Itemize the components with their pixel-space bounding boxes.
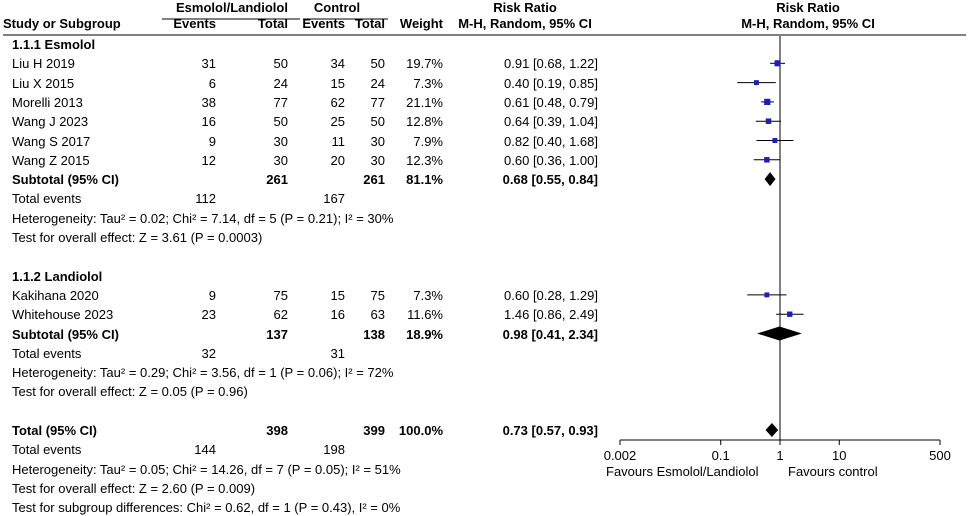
total-events-1: 32 <box>201 345 216 361</box>
group2-header: Control <box>313 0 361 15</box>
events-header-1: Events <box>173 16 216 31</box>
events-1: 31 <box>201 56 216 72</box>
events-2: 15 <box>330 287 345 303</box>
subtotal-weight: 81.1% <box>406 172 443 188</box>
total-1: 30 <box>273 133 288 149</box>
weight: 7.3% <box>413 75 443 91</box>
risk-ratio-ci: 0.64 [0.39, 1.04] <box>504 114 598 130</box>
weight: 19.7% <box>406 56 443 72</box>
total-2: 75 <box>370 287 385 303</box>
heterogeneity: Heterogeneity: Tau² = 0.02; Chi² = 7.14, df = 5 (P = 0.21); I² = 30% <box>12 210 394 226</box>
rr-method-left: M-H, Random, 95% CI <box>458 16 592 31</box>
study-name: Morelli 2013 <box>12 94 83 110</box>
weight: 12.3% <box>406 152 443 168</box>
total-events-2: 31 <box>330 345 345 361</box>
subgroup-title: 1.1.1 Esmolol <box>12 37 96 52</box>
overall-effect: Test for overall effect: Z = 3.61 (P = 0.0003) <box>12 230 263 245</box>
subtotal-label: Subtotal (95% CI) <box>12 326 119 342</box>
study-name: Wang Z 2015 <box>12 152 90 168</box>
risk-ratio-ci: 0.60 [0.36, 1.00] <box>504 152 598 168</box>
study-name: Whitehouse 2023 <box>12 307 114 323</box>
total-2: 50 <box>370 114 385 130</box>
total-2: 77 <box>370 94 385 110</box>
events-2: 25 <box>330 114 345 130</box>
overall-effect: Test for overall effect: Z = 0.05 (P = 0.96) <box>12 384 248 400</box>
study-marker <box>764 157 769 162</box>
subtotal-ci: 0.68 [0.55, 0.84] <box>502 172 598 188</box>
risk-ratio-ci: 1.46 [0.86, 2.49] <box>504 307 598 323</box>
risk-ratio-ci: 0.40 [0.19, 0.85] <box>504 75 598 91</box>
study-name: Wang J 2023 <box>12 114 89 130</box>
risk-ratio-ci: 0.91 [0.68, 1.22] <box>504 56 598 72</box>
pooled-diamond <box>757 327 802 341</box>
rr-method-right: M-H, Random, 95% CI <box>741 16 875 31</box>
study-name: Liu H 2019 <box>12 56 75 72</box>
study-marker <box>787 312 792 317</box>
x-tick-label: 10 <box>832 448 847 463</box>
total-1: 50 <box>273 114 288 130</box>
pooled-diamond <box>766 423 779 437</box>
subgroup-title: 1.1.2 Landiolol <box>12 268 103 284</box>
overall-effect: Test for overall effect: Z = 2.60 (P = 0.009) <box>12 480 256 496</box>
total-events-label: Total events <box>12 442 82 458</box>
weight: 7.9% <box>413 133 443 149</box>
total-2: 63 <box>370 307 385 323</box>
total-1: 50 <box>273 56 288 72</box>
events-2: 62 <box>330 94 345 110</box>
risk-ratio-ci: 0.60 [0.28, 1.29] <box>504 287 598 303</box>
favours-left-label: Favours Esmolol/Landiolol <box>606 464 759 479</box>
study-marker <box>764 292 769 297</box>
events-1: 9 <box>208 287 216 303</box>
events-1: 9 <box>208 133 216 149</box>
weight: 11.6% <box>407 307 443 323</box>
heterogeneity: Heterogeneity: Tau² = 0.29; Chi² = 3.56, df = 1 (P = 0.06); I² = 72% <box>12 365 394 381</box>
study-marker <box>766 118 772 124</box>
subtotal-total-1: 261 <box>266 172 288 188</box>
group1-header: Esmolol/Landiolol <box>176 0 288 15</box>
study-name: Kakihana 2020 <box>12 287 99 303</box>
events-1: 6 <box>208 75 216 91</box>
subgroup-differences: Test for subgroup differences: Chi² = 0.62, df = 1 (P = 0.43), I² = 0% <box>12 500 401 516</box>
total-2: 50 <box>370 56 385 72</box>
weight: 12.8% <box>406 114 443 130</box>
study-marker <box>754 80 759 85</box>
events-1: 16 <box>201 114 216 130</box>
total-2: 30 <box>370 133 385 149</box>
events-2: 20 <box>330 152 345 168</box>
events-1: 23 <box>201 307 216 323</box>
x-tick-label: 0.002 <box>603 448 637 463</box>
events-2: 16 <box>330 307 345 323</box>
total-weight: 100.0% <box>398 423 443 438</box>
risk-ratio-ci: 0.82 [0.40, 1.68] <box>504 133 598 149</box>
total-events-label: Total events <box>12 191 82 207</box>
grand-total-1: 398 <box>266 423 288 438</box>
total-ci: 0.73 [0.57, 0.93] <box>502 423 598 438</box>
risk-ratio-ci: 0.61 [0.48, 0.79] <box>504 94 598 110</box>
events-2: 34 <box>330 56 345 72</box>
rr-title-left: Risk Ratio <box>493 0 557 15</box>
total-events-2: 167 <box>323 191 345 207</box>
events-2: 15 <box>330 75 345 91</box>
total-1: 24 <box>273 75 288 91</box>
total-1: 30 <box>273 152 288 168</box>
total-1: 75 <box>273 287 288 303</box>
total-2: 30 <box>370 152 385 168</box>
total-1: 77 <box>273 94 288 110</box>
study-marker <box>772 138 777 143</box>
total-label: Total (95% CI) <box>12 423 97 438</box>
grand-total-2: 399 <box>363 423 385 438</box>
heterogeneity: Heterogeneity: Tau² = 0.05; Chi² = 14.26, df = 7 (P = 0.05); I² = 51% <box>12 461 401 477</box>
subtotal-total-1: 137 <box>266 326 288 342</box>
events-1: 12 <box>201 152 216 168</box>
study-marker <box>775 60 781 66</box>
x-tick-label: 0.1 <box>711 448 730 463</box>
subtotal-label: Subtotal (95% CI) <box>12 172 119 188</box>
favours-right-label: Favours control <box>788 464 878 479</box>
total-2: 24 <box>370 75 385 91</box>
weight: 21.1% <box>406 94 443 110</box>
x-tick-label: 500 <box>929 448 951 463</box>
weight: 7.3% <box>413 287 443 303</box>
study-name: Liu X 2015 <box>12 75 75 91</box>
events-1: 38 <box>201 94 216 110</box>
study-col-header: Study or Subgroup <box>3 16 121 31</box>
subtotal-total-2: 261 <box>363 172 385 188</box>
total-events-1: 112 <box>195 191 216 207</box>
study-marker <box>764 99 770 105</box>
total-events-2: 198 <box>323 442 345 458</box>
total-header-1: Total <box>257 16 288 31</box>
x-tick-label: 1 <box>776 448 784 463</box>
subtotal-weight: 18.9% <box>406 326 443 342</box>
rr-title-right: Risk Ratio <box>776 0 840 15</box>
weight-header: Weight <box>399 16 443 31</box>
subtotal-ci: 0.98 [0.41, 2.34] <box>502 326 598 342</box>
events-header-2: Events <box>302 16 345 31</box>
total-events-1: 144 <box>194 442 216 458</box>
events-2: 11 <box>331 133 345 149</box>
total-header-2: Total <box>354 16 385 31</box>
subtotal-total-2: 138 <box>363 326 385 342</box>
total-events-label: Total events <box>12 345 82 361</box>
total-1: 62 <box>273 307 288 323</box>
study-name: Wang S 2017 <box>12 133 91 149</box>
pooled-diamond <box>765 172 776 186</box>
